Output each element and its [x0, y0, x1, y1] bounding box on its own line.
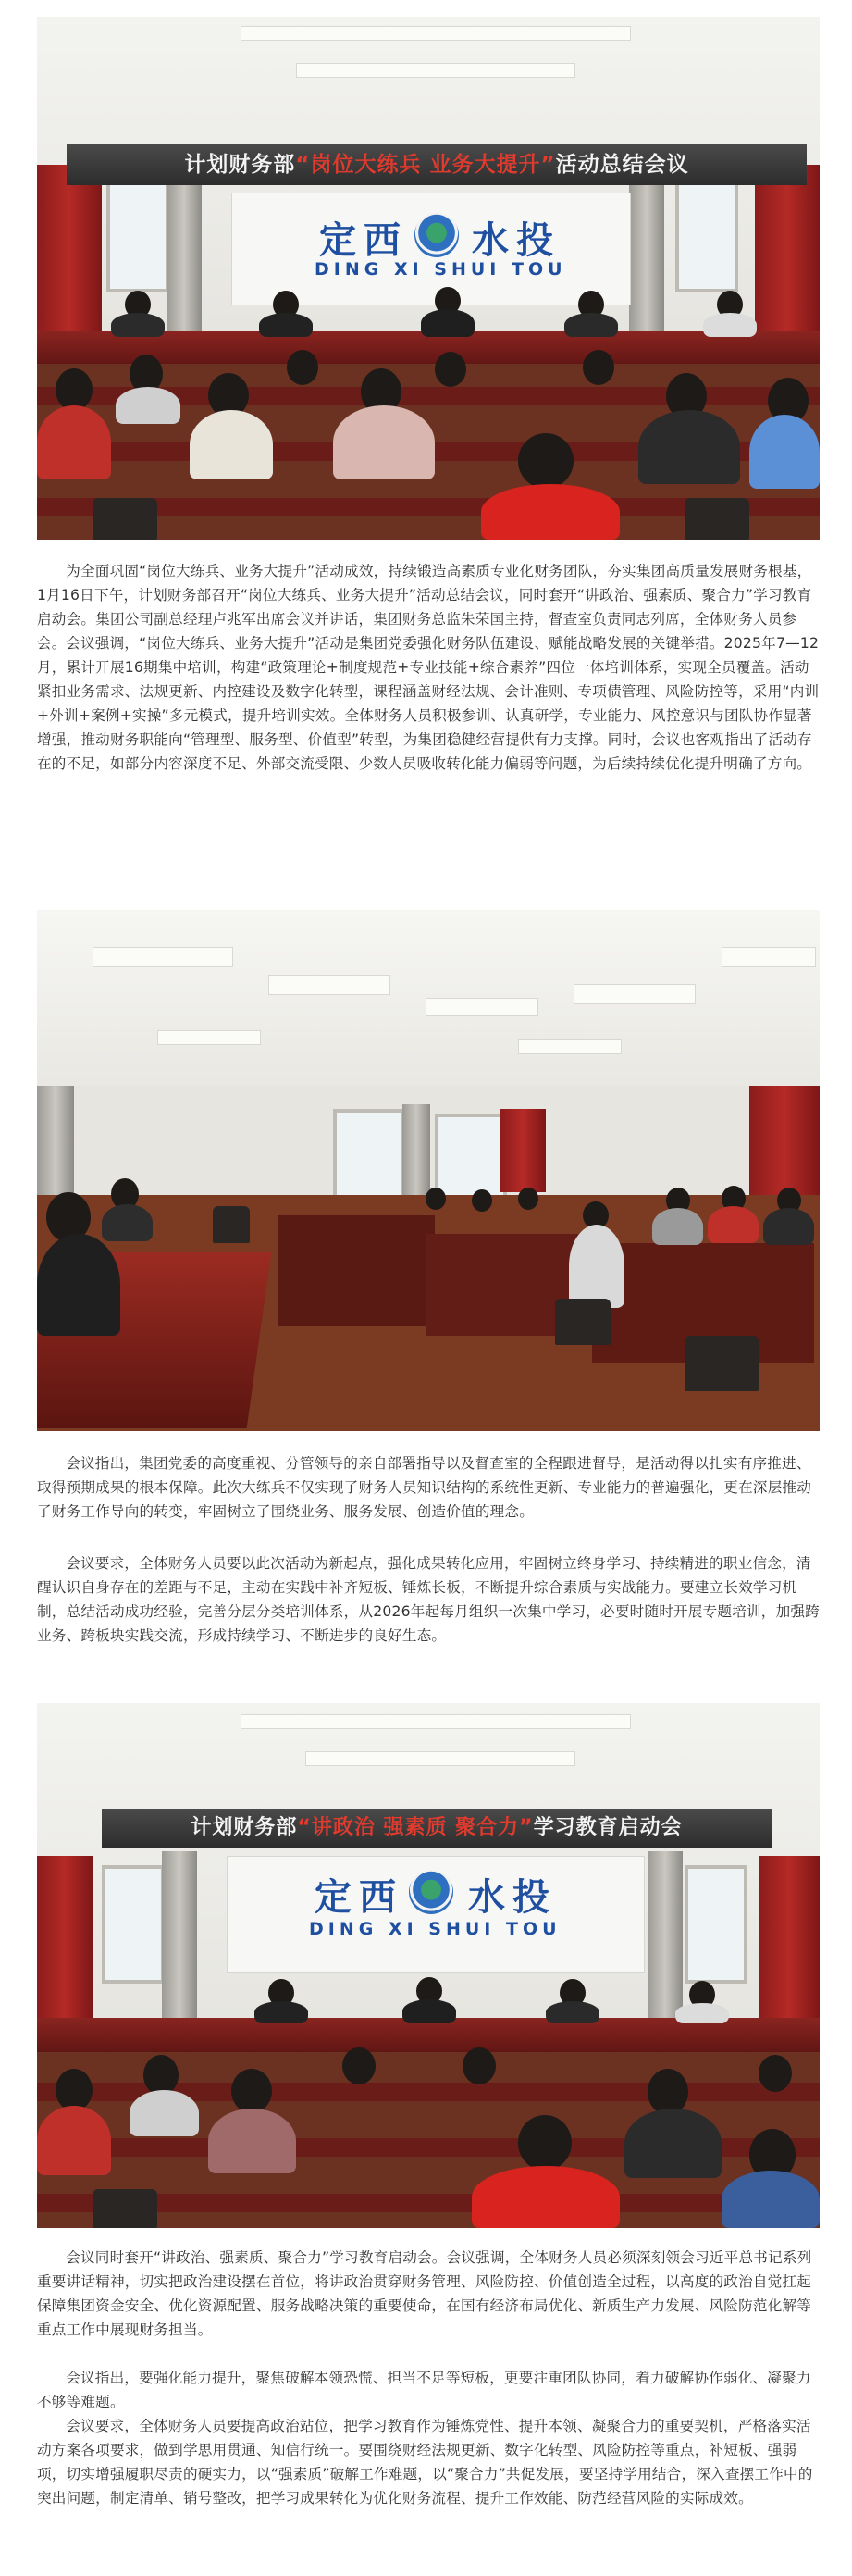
attendee [102, 1204, 153, 1241]
attendee [231, 2069, 272, 2113]
company-logo-text-left: 定西 [319, 219, 408, 262]
attendee [287, 350, 318, 385]
company-emblem-icon [409, 1870, 453, 1914]
attendee [675, 2003, 729, 2023]
attendee [342, 2047, 376, 2084]
paragraph: 会议强调，“岗位大练兵、业务大提升”活动是集团党委强化财务队伍建设、赋能战略发展的关键举措。2025年7—12月，累计开展16期集中培训，构建“政策理论+制度规范+专业技能+综合素养”四位一体培训体系，实现全员覆盖。活动紧扣业务需求、法规更新、内控建设及数字化转型，课程涵盖财经法规、会计准则、专项债管理、风险防控等，采用“内训+外训+案例+实操”多元模式，提升培训实效。全体财务人员积极参训、认真研学，专业能力、风控意识与团队协作显著增强，推动财务职能向“管理型、服务型、价值型”转型，为集团稳健经营提供有力支撑。同时，会议也客观指出了活动存在的不足，如部分内容深度不足、外部交流受限、少数人员吸收转化能力偏弱等问题，为后续持续优化提升明确了方向。 [37, 635, 820, 772]
meeting-photo-summary [37, 17, 820, 540]
paragraph: 会议指出，集团党委的高度重视、分管领导的亲自部署指导以及督查室的全程跟进督导，是活动得以扎实有序推进、取得预期成果的根本保障。此次大练兵不仅实现了财务人员知识结构的系统性更新、专业能力的普遍强化，更在深层推动了财务工作导向的转变，牢固树立了围绕业务、服务发展、创造价值的理念。 [37, 1455, 812, 1520]
attendee [421, 309, 475, 337]
attendee [722, 2171, 820, 2228]
red-curtain [759, 1856, 820, 2027]
attendee [254, 2001, 308, 2023]
window [102, 1865, 165, 1984]
attendee [259, 313, 313, 337]
red-curtain [37, 165, 102, 341]
attendee [37, 1234, 120, 1336]
paragraph: 会议要求，全体财务人员要以此次活动为新起点，强化成果转化应用，牢固树立终身学习、持续精进的职业信念，清醒认识自身存在的差距与不足，主动在实践中补齐短板、锤炼长板，不断提升综合素质与实战能力。要建立长效学习机制，总结活动成功经验，完善分层分类培训体系，从2026年起每月组织一次集中学习，必要时随时开展专题培训，加强跨业务、跨板块实践交流，形成持续学习、不断进步的良好生态。 [37, 1555, 820, 1644]
attendee [569, 1225, 624, 1308]
company-logo-english: DING XI SHUI TOU [315, 259, 567, 280]
ceiling-light [268, 975, 390, 995]
attendee [426, 1188, 446, 1210]
paragraph: 会议要求，全体财务人员要提高政治站位，把学习教育作为锤炼党性、提升本领、凝聚合力的重要契机，严格落实活动方案各项要求，做到学思用贯通、知信行统一。要围绕财经法规更新、数字化转型、风险防控等重点，补短板、强弱项，切实增强履职尽责的硬实力，以“强素质”破解工作难题，以“聚合力”共促发展，要坚持学用结合，深入查摆工作中的突出问题，制定清单、销号整改，把学习成果转化为优化财务流程、提升工作效能、防范经营风险的实际成效。 [37, 2418, 813, 2507]
company-logo-text-right: 水投 [472, 219, 561, 262]
chair [555, 1299, 611, 1345]
window [106, 174, 169, 292]
attendee [463, 2047, 496, 2084]
attendee [111, 313, 165, 337]
ceiling-light [426, 998, 538, 1016]
attendee [749, 415, 820, 489]
company-emblem-icon [414, 213, 459, 257]
grey-curtain [402, 1104, 430, 1197]
attendee [703, 313, 757, 337]
attendee [481, 484, 620, 540]
attendee [638, 410, 740, 484]
desk-row [278, 1215, 435, 1326]
window [435, 1114, 507, 1200]
attendee [208, 2109, 296, 2173]
attendee [130, 2090, 199, 2136]
attendee [708, 1206, 759, 1243]
attendee [333, 405, 435, 479]
ceiling-light [296, 63, 575, 78]
meeting-banner: 计划财务部“讲政治 强素质 聚合力”学习教育启动会 [102, 1809, 772, 1848]
window [675, 174, 738, 292]
attendee [759, 2055, 792, 2092]
chair [93, 498, 157, 540]
meeting-banner: 计划财务部“岗位大练兵 业务大提升”活动总结会议 [67, 144, 807, 185]
attendee [472, 2166, 620, 2228]
meeting-room-photo [37, 910, 820, 1431]
ceiling-light [241, 26, 631, 41]
red-curtain [37, 1856, 93, 2027]
window [685, 1865, 747, 1984]
chair [213, 1206, 250, 1243]
company-logo-text-left: 定西 [315, 1876, 403, 1919]
attendee [518, 1188, 538, 1210]
ceiling-light [722, 947, 816, 967]
attendee [652, 1208, 703, 1245]
ceiling-light [157, 1030, 261, 1045]
meeting-photo-launch [37, 1703, 820, 2228]
chair [685, 498, 749, 540]
attendee [763, 1208, 814, 1245]
attendee [37, 405, 111, 479]
ceiling-light [305, 1751, 575, 1766]
window [333, 1109, 405, 1200]
grey-curtain [162, 1851, 197, 2036]
attendee [37, 2106, 111, 2175]
ceiling-light [518, 1039, 622, 1054]
attendee [583, 350, 614, 385]
attendee [518, 433, 574, 489]
chair [93, 2189, 157, 2228]
red-curtain [755, 165, 820, 341]
paragraph: 会议指出，要强化能力提升，聚焦破解本领恐慌、担当不足等短板，更要注重团队协同，着力破解协作弱化、凝聚力不够等难题。 [37, 2370, 811, 2410]
company-logo-text-right: 水投 [468, 1876, 557, 1919]
paragraph: 为全面巩固“岗位大练兵、业务大提升”活动成效，持续锻造高素质专业化财务团队，夯实集团高质量发展财务根基，1月16日下午，计划财务部召开“岗位大练兵、业务大提升”活动总结会议，同时套开“讲政治、强素质、聚合力”学习教育启动会。集团公司副总经理卢兆军出席会议并讲话，集团财务总监朱荣国主持，督查室负责同志列席，全体财务人员参会。 [37, 563, 812, 652]
ceiling-light [574, 984, 696, 1004]
company-logo-english: DING XI SHUI TOU [309, 1919, 562, 1939]
attendee [435, 352, 466, 387]
attendee [624, 2109, 722, 2178]
attendee [116, 387, 180, 424]
attendee [518, 2115, 572, 2171]
attendee [190, 410, 273, 479]
red-curtain [500, 1109, 546, 1192]
ceiling-light [93, 947, 233, 967]
paragraph: 会议同时套开“讲政治、强素质、聚合力”学习教育启动会。会议强调，全体财务人员必须深刻领会习近平总书记系列重要讲话精神，切实把政治建设摆在首位，将讲政治贯穿财务管理、风险防控、价值创造全过程，以高度的政治自觉扛起保障集团资金安全、优化资源配置、服务战略决策的重要使命，在国有经济布局优化、新质生产力发展、风险防范化解等重点工作中展现财务担当。 [37, 2249, 812, 2338]
attendee [402, 1999, 456, 2023]
attendee [472, 1189, 492, 1212]
ceiling-light [241, 1714, 631, 1729]
head-table [37, 2018, 820, 2055]
chair [685, 1336, 759, 1391]
attendee [546, 2001, 599, 2023]
attendee [564, 313, 618, 337]
